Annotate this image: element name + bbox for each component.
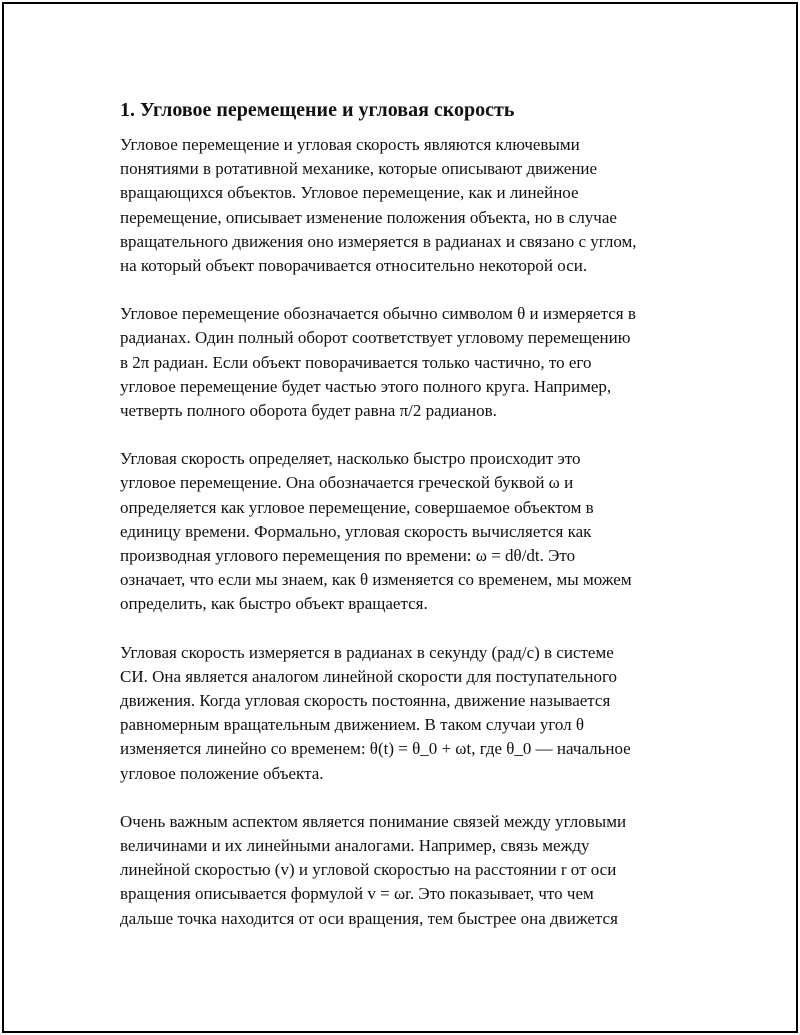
text-line: изменяется линейно со временем: θ(t) = θ_0 + ωt, где θ_0 — начальное	[120, 739, 631, 759]
text-line: вращения описывается формулой v = ωr. Это показывает, что чем	[120, 884, 594, 904]
paragraph	[120, 641, 696, 786]
text-line: Угловое перемещение обозначается обычно символом θ и измеряется в	[120, 304, 636, 324]
paragraph	[120, 302, 696, 423]
page-frame	[2, 2, 798, 1033]
text-line: понятиями в ротативной механике, которые описывают движение	[120, 159, 598, 179]
text-line: дальше точка находится от оси вращения, тем быстрее она движется	[120, 908, 618, 928]
paragraph	[120, 447, 696, 616]
text-line: Очень важным аспектом является понимание связей между угловыми	[120, 811, 627, 831]
section-heading: 1. Угловое перемещение и угловая скорость	[120, 99, 515, 121]
text-line: СИ. Она является аналогом линейной скорости для поступательного	[120, 666, 618, 686]
text-line: движения. Когда угловая скорость постоянна, движение называется	[120, 691, 611, 711]
text-line: четверть полного оборота будет равна π/2 радианов.	[120, 401, 497, 421]
text-line: Угловая скорость определяет, насколько быстро происходит это	[120, 449, 581, 469]
text-line: в 2π радиан. Если объект поворачивается только частично, то его	[120, 352, 592, 372]
paragraph	[120, 133, 696, 278]
text-line: угловое положение объекта.	[120, 763, 324, 783]
text-line: единицу времени. Формально, угловая скорость вычисляется как	[120, 521, 592, 541]
text-line: производная углового перемещения по времени: ω = dθ/dt. Это	[120, 546, 576, 566]
text-line: линейной скоростью (v) и угловой скоростью на расстоянии r от оси	[120, 860, 617, 880]
text-line: равномерным вращательным движением. В таком случаи угол θ	[120, 715, 585, 735]
text-line: означает, что если мы знаем, как θ изменяется со временем, мы можем	[120, 570, 632, 590]
text-line: на который объект поворачивается относительно некоторой оси.	[120, 256, 588, 276]
text-line: определяется как угловое перемещение, совершаемое объектом в	[120, 497, 594, 517]
text-line: Угловое перемещение и угловая скорость являются ключевыми	[120, 135, 580, 154]
paragraphs-container	[120, 133, 696, 931]
text-line: вращающихся объектов. Угловое перемещение, как и линейное	[120, 183, 579, 203]
text-line: радианах. Один полный оборот соответствует угловому перемещению	[120, 328, 631, 348]
text-line: угловое перемещение будет частью этого полного круга. Например,	[120, 376, 612, 396]
text-line: угловое перемещение. Она обозначается греческой буквой ω и	[120, 473, 574, 493]
paragraph	[120, 810, 696, 931]
text-line: вращательного движения оно измеряется в радианах и связано с углом,	[120, 231, 637, 251]
document-body	[120, 98, 696, 955]
text-line: перемещение, описывает изменение положения объекта, но в случае	[120, 207, 617, 227]
text-line: Угловая скорость измеряется в радианах в секунду (рад/с) в системе	[120, 642, 614, 662]
text-line: величинами и их линейными аналогами. Например, связь между	[120, 836, 590, 856]
text-line: определить, как быстро объект вращается.	[120, 594, 428, 614]
